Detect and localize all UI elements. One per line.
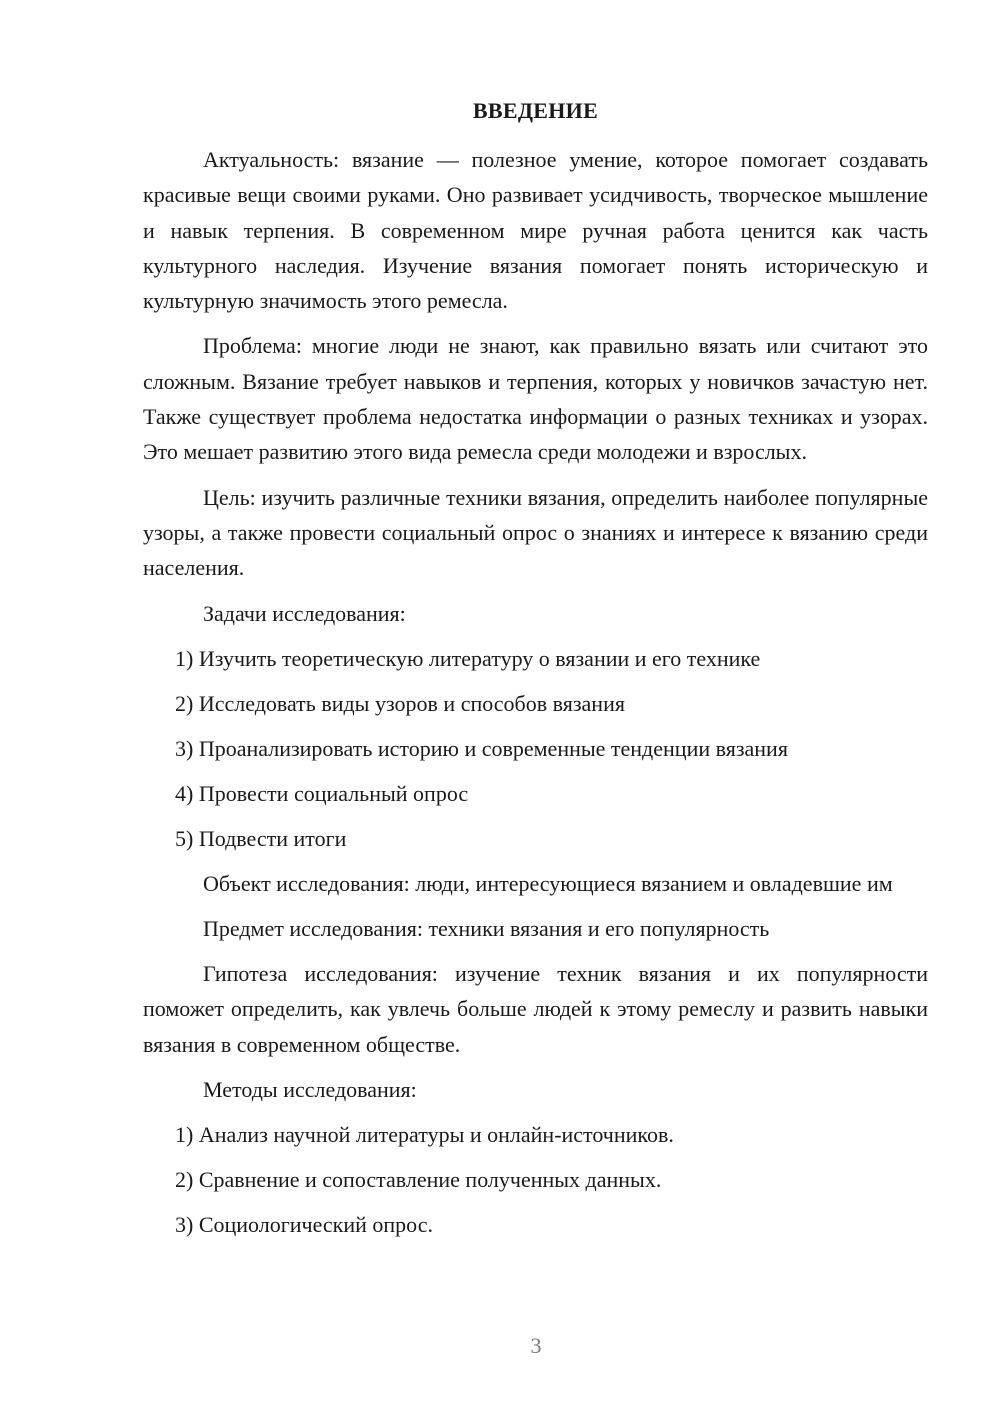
task-item-3: 3) Проанализировать историю и современные тенденции вязания [175, 735, 788, 761]
method-item-1: 1) Анализ научной литературы и онлайн-источников. [175, 1122, 674, 1148]
relevance-paragraph: Актуальность: вязание — полезное умение, которое помогает создавать красивые вещи своими руками. Оно развивает усидчивость, творческое мышление и навык терпения. В современном мире ручная работа ценится как часть культурного наследия. Изучение вязания помогает понять историческую и культурную значимость этого ремесла. [143, 147, 928, 314]
method-item-2: 2) Сравнение и сопоставление полученных данных. [175, 1167, 662, 1193]
subject-paragraph: Предмет исследования: техники вязания и его популярность [203, 915, 770, 941]
methods-heading: Методы исследования: [203, 1077, 417, 1103]
object-paragraph: Объект исследования: люди, интересующиеся вязанием и овладевшие им [203, 870, 893, 896]
task-item-5: 5) Подвести итоги [175, 825, 347, 851]
problem-paragraph: Проблема: многие люди не знают, как правильно вязать или считают это сложным. Вязание требует навыков и терпения, которых у новичков зачастую нет. Также существует проблема недостатка информации о разных техниках и узорах. Это мешает развитию этого вида ремесла среди молодежи и взрослых. [143, 333, 928, 465]
page-title: ВВЕДЕНИЕ [472, 98, 599, 123]
tasks-heading: Задачи исследования: [203, 600, 406, 626]
method-item-3: 3) Социологический опрос. [175, 1212, 433, 1238]
task-item-2: 2) Исследовать виды узоров и способов вязания [175, 690, 625, 716]
goal-paragraph: Цель: изучить различные техники вязания, определить наиболее популярные узоры, а также провести социальный опрос о знаниях и интересе к вязанию среди населения. [143, 484, 928, 581]
hypothesis-paragraph: Гипотеза исследования: изучение техник вязания и их популярности поможет определить, как увлечь больше людей к этому ремеслу и развить навыки вязания в современном обществе. [143, 961, 928, 1057]
page-number: 3 [530, 1333, 542, 1358]
document-page [143, 94, 928, 1252]
task-item-1: 1) Изучить теоретическую литературу о вязании и его технике [175, 645, 761, 671]
task-item-4: 4) Провести социальный опрос [175, 780, 469, 806]
